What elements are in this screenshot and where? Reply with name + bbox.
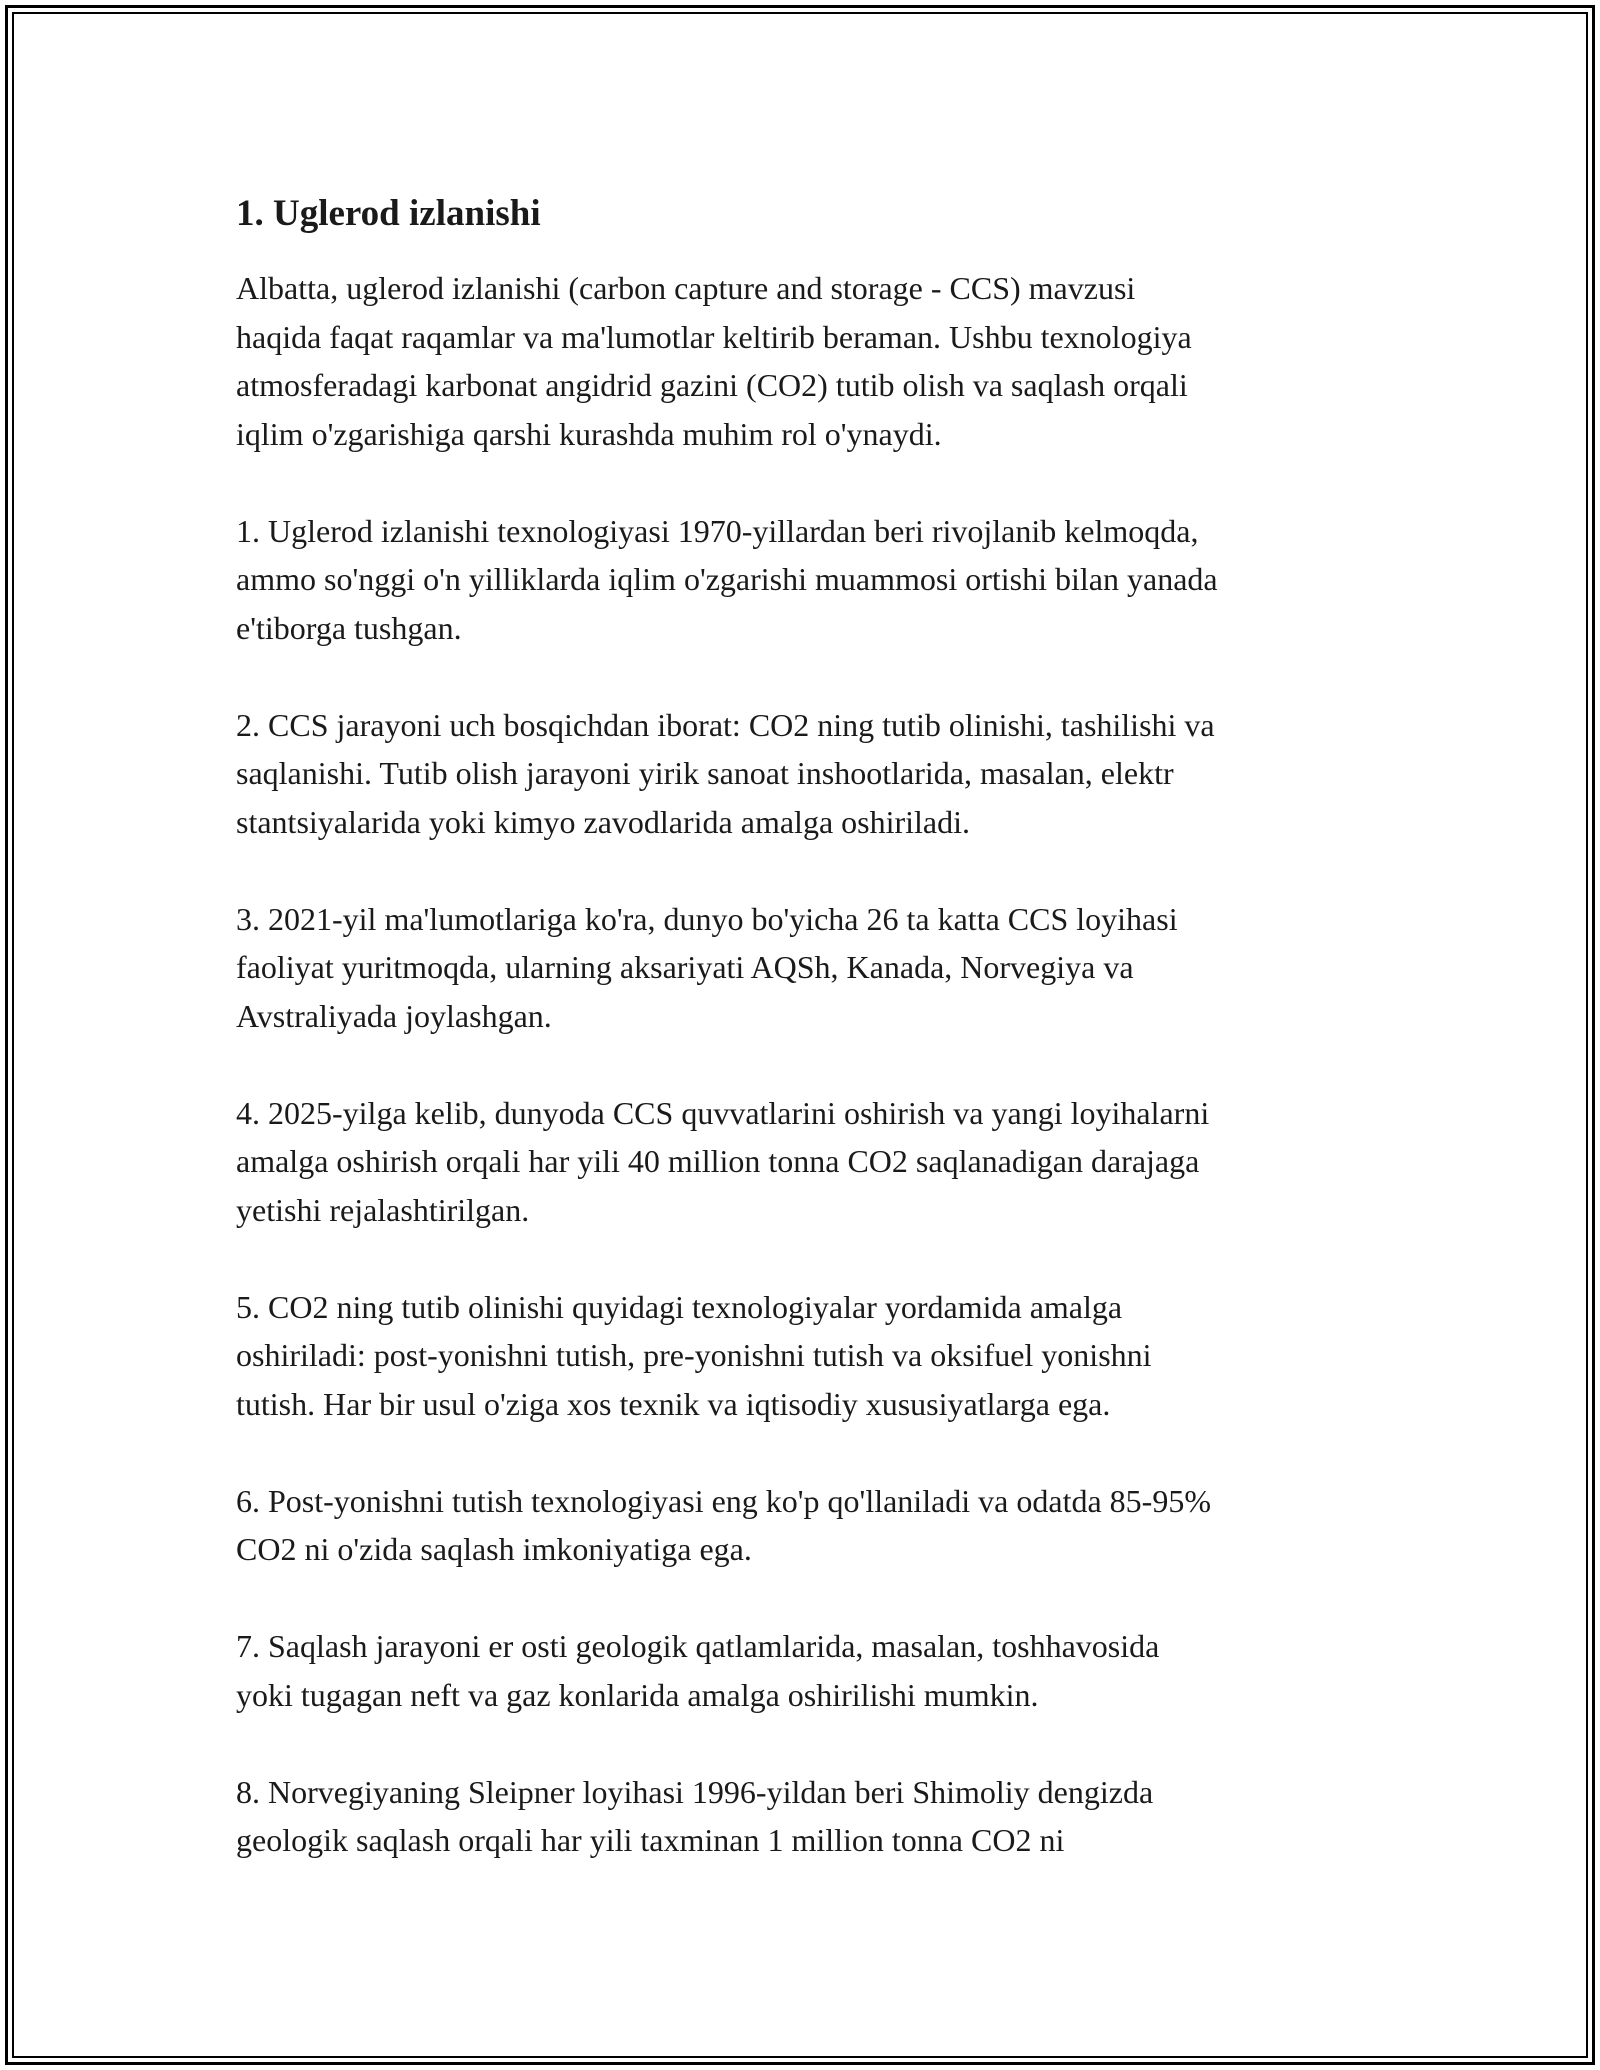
- paragraph-line: iqlim o'zgarishiga qarshi kurashda muhim rol o'ynaydi.: [236, 415, 942, 452]
- paragraph-line: 8. Norvegiyaning Sleipner loyihasi 1996-yildan beri Shimoliy dengizda: [236, 1773, 1154, 1810]
- list-item-3: [236, 895, 1416, 1041]
- paragraph-line: 5. CO2 ning tutib olinishi quyidagi texnologiyalar yordamida amalga: [236, 1288, 1123, 1325]
- list-item-6: [236, 1477, 1416, 1574]
- paragraph-line: CO2 ni o'zida saqlash imkoniyatiga ega.: [236, 1531, 752, 1567]
- document-title: 1. Uglerod izlanishi: [236, 193, 541, 234]
- list-item-7: [236, 1622, 1416, 1719]
- paragraph-line: oshiriladi: post-yonishni tutish, pre-yonishni tutish va oksifuel yonishni: [236, 1337, 1152, 1373]
- intro-paragraph: [236, 264, 1416, 458]
- list-item-2: [236, 701, 1416, 847]
- list-item-1: [236, 507, 1416, 653]
- paragraph-line: haqida faqat raqamlar va ma'lumotlar keltirib beraman. Ushbu texnologiya: [236, 318, 1192, 355]
- paragraph-line: tutish. Har bir usul o'ziga xos texnik va iqtisodiy xususiyatlarga ega.: [236, 1385, 1111, 1422]
- paragraph-line: 6. Post-yonishni tutish texnologiyasi eng ko'p qo'llaniladi va odatda 85-95%: [236, 1482, 1211, 1519]
- list-item-4: [236, 1089, 1416, 1235]
- document-body: [236, 186, 1416, 1913]
- paragraph-line: yoki tugagan neft va gaz konlarida amalga oshirilishi mumkin.: [236, 1676, 1039, 1713]
- paragraph-line: geologik saqlash orqali har yili taxminan 1 million tonna CO2 ni: [236, 1822, 1065, 1858]
- paragraph-line: 2. CCS jarayoni uch bosqichdan iborat: CO2 ning tutib olinishi, tashilishi va: [236, 706, 1215, 743]
- paragraph-line: amalga oshirish orqali har yili 40 million tonna CO2 saqlanadigan darajaga: [236, 1143, 1200, 1179]
- paragraph-line: e'tiborga tushgan.: [236, 609, 462, 646]
- paragraph-line: ammo so'nggi o'n yilliklarda iqlim o'zgarishi muammosi ortishi bilan yanada: [236, 561, 1218, 597]
- paragraph-line: 4. 2025-yilga kelib, dunyoda CCS quvvatlarini oshirish va yangi loyihalarni: [236, 1094, 1210, 1131]
- list-item-8: [236, 1768, 1416, 1865]
- paragraph-line: 3. 2021-yil ma'lumotlariga ko'ra, dunyo bo'yicha 26 ta katta CCS loyihasi: [236, 900, 1178, 937]
- paragraph-line: atmosferadagi karbonat angidrid gazini (CO2) tutib olish va saqlash orqali: [236, 367, 1188, 403]
- paragraph-line: Albatta, uglerod izlanishi (carbon capture and storage - CCS) mavzusi: [236, 270, 1136, 306]
- list-item-5: [236, 1283, 1416, 1429]
- paragraph-line: faoliyat yuritmoqda, ularning aksariyati AQSh, Kanada, Norvegiya va: [236, 949, 1134, 985]
- paragraph-line: 7. Saqlash jarayoni er osti geologik qatlamlarida, masalan, toshhavosida: [236, 1628, 1160, 1664]
- paragraph-line: Avstraliyada joylashgan.: [236, 997, 552, 1034]
- paragraph-line: yetishi rejalashtirilgan.: [236, 1191, 530, 1228]
- paragraph-line: stantsiyalarida yoki kimyo zavodlarida amalga oshiriladi.: [236, 803, 971, 840]
- paragraph-list: [236, 264, 1416, 1865]
- paragraph-line: saqlanishi. Tutib olish jarayoni yirik sanoat inshootlarida, masalan, elektr: [236, 755, 1174, 791]
- paragraph-line: 1. Uglerod izlanishi texnologiyasi 1970-yillardan beri rivojlanib kelmoqda,: [236, 512, 1199, 549]
